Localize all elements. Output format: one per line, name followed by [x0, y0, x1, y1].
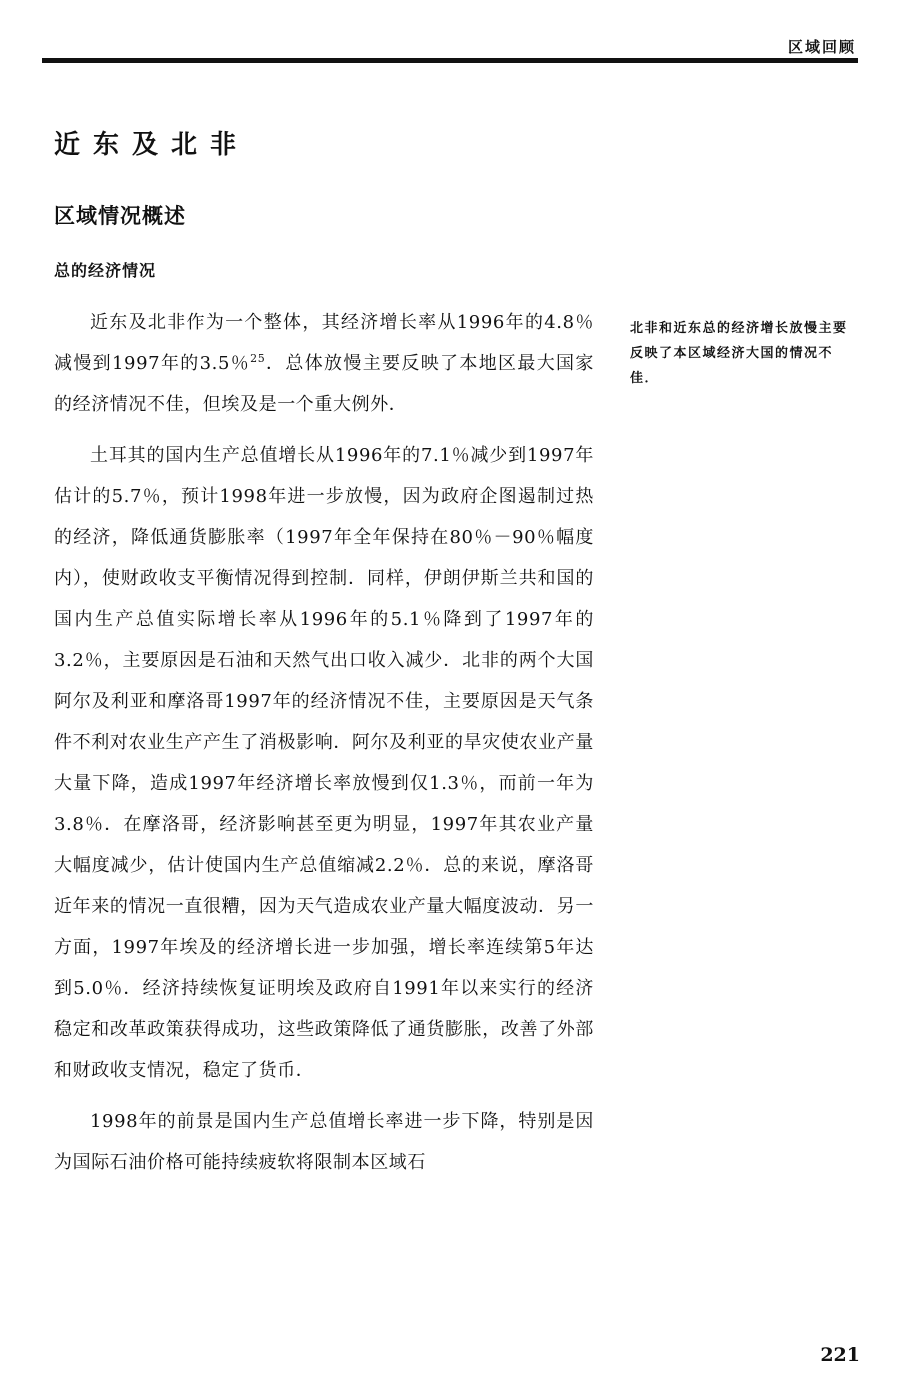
margin-note: 北非和近东总的经济增长放慢主要反映了本区域经济大国的情况不佳． [630, 321, 848, 386]
paragraph-1 [54, 302, 594, 425]
subsection-title: 总的经济情况 [54, 261, 157, 280]
footnote-ref: 25 [250, 352, 266, 365]
paragraph-1-text: 近东及北非作为一个整体，其经济增长率从1996年的4.8％减慢到1997年的3.5％ [54, 312, 594, 374]
chapter-title: 近东及北非 [54, 130, 250, 160]
body-text [54, 302, 594, 1193]
header-rule [42, 58, 858, 63]
running-header: 区域回顾 [787, 38, 856, 56]
paragraph-2: 土耳其的国内生产总值增长从1996年的7.1％减少到1997年估计的5.7％，预计1998年进一步放慢，因为政府企图遏制过热的经济，降低通货膨胀率（1997年全年保持在80％－90％幅度内），使财政收支平衡情况得到控制．同样，伊朗伊斯兰共和国的国内生产总值实际增长率从1996年的5.1％降到了1997年的3.2％，主要原因是石油和天然气出口收入减少．北非的两个大国阿尔及利亚和摩洛哥1997年的经济情况不佳，主要原因是天气条件不利对农业生产产生了消极影响．阿尔及利亚的旱灾使农业产量大量下降，造成1997年经济增长率放慢到仅1.3％，而前一年为3.8％．在摩洛哥，经济影响甚至更为明显，1997年其农业产量大幅度减少，估计使国内生产总值缩减2.2％．总的来说，摩洛哥近年来的情况一直很糟，因为天气造成农业产量大幅度波动．另一方面，1997年埃及的经济增长进一步加强，增长率连续第5年达到5.0％．经济持续恢复证明埃及政府自1991年以来实行的经济稳定和改革政策获得成功，这些政策降低了通货膨胀，改善了外部和财政收支情况，稳定了货币． [54, 445, 594, 1081]
section-title: 区域情况概述 [54, 204, 186, 228]
paragraph-1-text-cont: ．总体放慢主要反映了本地区最大国家的经济情况不佳，但埃及是一个重大例外． [54, 353, 594, 415]
page-number: 221 [820, 1344, 860, 1366]
paragraph-3: 1998年的前景是国内生产总值增长率进一步下降，特别是因为国际石油价格可能持续疲软将限制本区域石 [54, 1111, 594, 1173]
